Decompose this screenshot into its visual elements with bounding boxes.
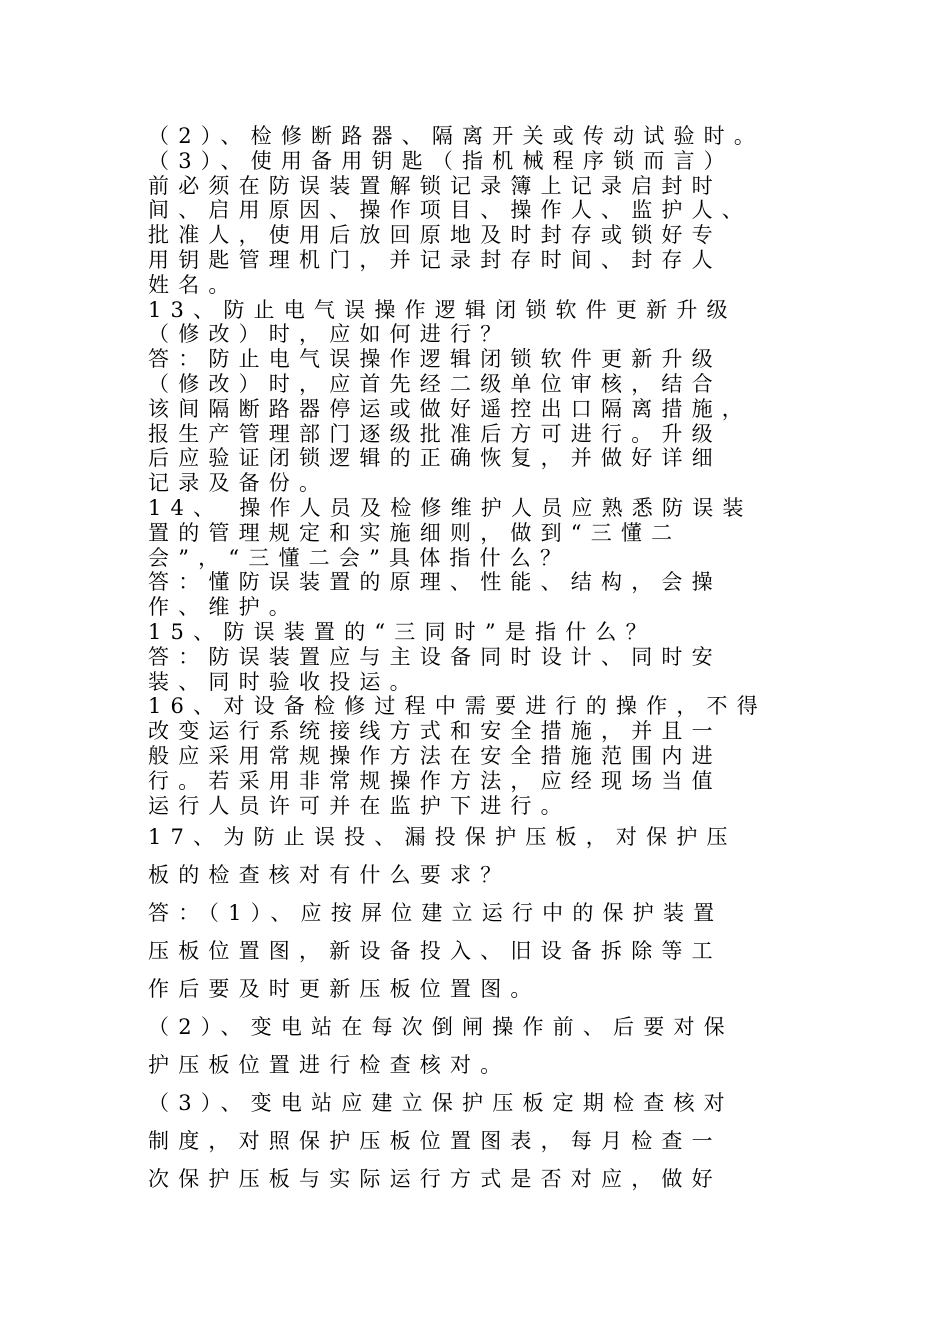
answer-13: 答：防止电气误操作逻辑闭锁软件更新升级	[148, 347, 722, 372]
text-line: 次保护压板与实际运行方式是否对应，做好	[148, 1167, 722, 1192]
text-line: 姓名。	[148, 272, 239, 297]
question-16: 16、对设备检修过程中需要进行的操作，不得	[148, 694, 767, 719]
text-line: 置的管理规定和实施细则，做到“三懂二	[148, 520, 682, 545]
text-line: 行。若采用非常规操作方法，应经现场当值	[148, 768, 722, 793]
text-line: 压板位置图，新设备投入、旧设备拆除等工	[148, 939, 722, 964]
question-14: 14、 操作人员及检修维护人员应熟悉防误装	[148, 495, 753, 520]
text-line: 装、同时验收投运。	[148, 669, 420, 694]
text-line: 改变运行系统接线方式和安全措施，并且一	[148, 719, 722, 744]
text-line: （2）、检修断路器、隔离开关或传动试验时。	[148, 124, 765, 148]
text-line: 批准人，使用后放回原地及时封存或锁好专	[148, 223, 722, 248]
text-line: 制度，对照保护压板位置图表，每月检查一	[148, 1129, 722, 1154]
text-line: （2）、变电站在每次倒闸操作前、后要对保	[148, 1015, 734, 1040]
text-line: 报生产管理部门逐级批准后方可进行。升级	[148, 421, 722, 446]
text-line: （3）、变电站应建立保护压板定期检查核对	[148, 1091, 734, 1116]
text-line: （修改）时，应如何进行？	[148, 322, 511, 347]
question-17: 17、为防止误投、漏投保护压板，对保护压	[148, 825, 737, 850]
text-line: 后应验证闭锁逻辑的正确恢复，并做好详细	[148, 446, 722, 471]
text-line: 记录及备份。	[148, 471, 330, 496]
text-line: 作、维护。	[148, 595, 299, 620]
text-line: 作后要及时更新压板位置图。	[148, 977, 541, 1002]
document-body	[148, 124, 808, 1198]
question-13: 13、防止电气误操作逻辑闭锁软件更新升级	[148, 297, 737, 322]
text-line: 护压板位置进行检查核对。	[148, 1053, 511, 1078]
answer-14: 答：懂防误装置的原理、性能、结构，会操	[148, 570, 722, 595]
text-line: （3）、使用备用钥匙（指机械程序锁而言）	[148, 148, 734, 173]
text-line: 该间隔断路器停运或做好遥控出口隔离措施，	[148, 396, 752, 421]
text-line: 运行人员许可并在监护下进行。	[148, 793, 571, 818]
answer-15: 答：防误装置应与主设备同时设计、同时安	[148, 644, 722, 669]
text-line: 前必须在防误装置解锁记录簿上记录启封时	[148, 173, 722, 198]
text-line: 般应采用常规操作方法在安全措施范围内进	[148, 743, 722, 768]
text-line: 间、启用原因、操作项目、操作人、监护人、	[148, 198, 752, 223]
text-line: （修改）时，应首先经二级单位审核，结合	[148, 371, 722, 396]
question-15: 15、防误装置的“三同时”是指什么？	[148, 619, 656, 644]
answer-17: 答：（1）、应按屏位建立运行中的保护装置	[148, 901, 724, 926]
text-line: 板的检查核对有什么要求？	[148, 863, 511, 888]
text-line: 用钥匙管理机门，并记录封存时间、封存人	[148, 247, 722, 272]
text-line: 会”，“三懂二会”具体指什么？	[148, 545, 571, 570]
